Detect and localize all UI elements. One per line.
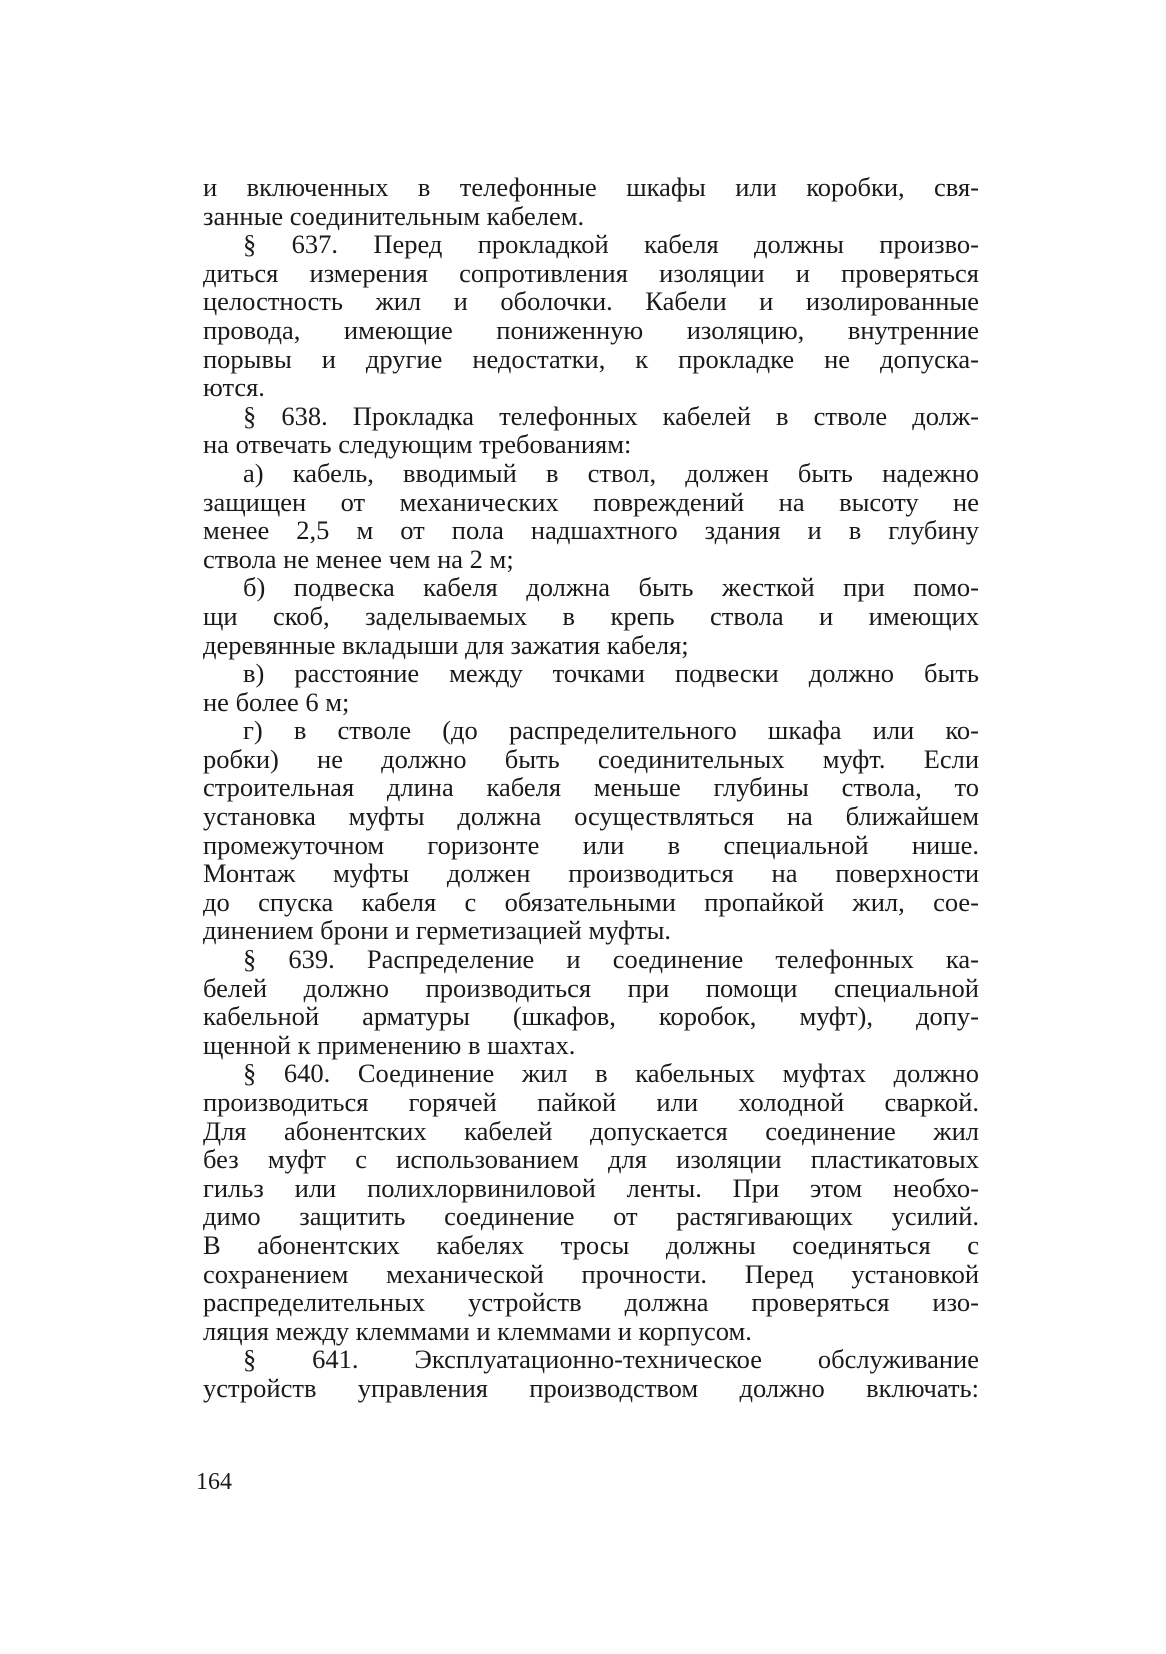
text-line: целостность жил и оболочки. Кабели и изолированные [203,286,979,317]
text-line: § 637. Перед прокладкой кабеля должны произво- [243,229,979,260]
text-line: защищен от механических повреждений на высоту не [203,486,979,517]
text-line: ствола не менее чем на 2 м; [203,543,514,574]
text-line: порывы и другие недостатки, к прокладке не допуска- [203,343,979,374]
text-line: без муфт с использованием для изоляции пластикатовых [203,1144,979,1175]
text-line: установка муфты должна осуществляться на ближайшем [203,801,979,832]
text-line: сохранением механической прочности. Перед установкой [203,1258,979,1289]
text-line: деревянные вкладыши для зажатия кабеля; [203,629,689,660]
text-line: щенной к применению в шахтах. [203,1029,576,1060]
text-line: динением брони и герметизацией муфты. [203,915,672,946]
text-line: распределительных устройств должна проверяться изо- [203,1287,979,1318]
text-line: устройств управления производством должно включать: [203,1372,979,1403]
text-line: щи скоб, заделываемых в крепь ствола и имеющих [203,600,979,631]
text-line: г) в стволе (до распределительного шкафа или ко- [243,715,979,746]
text-line: б) подвеска кабеля должна быть жесткой при помо- [243,572,979,603]
text-line: в) расстояние между точками подвески должно быть [243,658,979,689]
body-text [203,173,979,1403]
text-line: а) кабель, вводимый в ствол, должен быть надежно [243,457,979,488]
text-line: и включенных в телефонные шкафы или коробки, свя- [203,172,979,202]
text-line: Для абонентских кабелей допускается соединение жил [203,1115,979,1146]
page-number: 164 [196,1469,232,1495]
text-line: не более 6 м; [203,686,350,717]
text-line: § 640. Соединение жил в кабельных муфтах должно [243,1058,979,1089]
text-line: белей должно производиться при помощи специальной [203,972,979,1003]
text-line: занные соединительным кабелем. [203,200,585,231]
text-line: димо защитить соединение от растягивающих усилий. [203,1201,979,1232]
text-line: Монтаж муфты должен производиться на поверхности [203,858,979,889]
text-line: до спуска кабеля с обязательными пропайкой жил, сое- [203,886,979,917]
text-line: промежуточном горизонте или в специальной нише. [203,829,979,860]
text-line: § 639. Распределение и соединение телефонных ка- [243,944,979,975]
text-line: производиться горячей пайкой или холодной сваркой. [203,1087,979,1117]
text-line: гильз или полихлорвиниловой ленты. При этом необхо- [203,1172,979,1203]
text-line: провода, имеющие пониженную изоляцию, внутренние [203,314,979,345]
text-line: на отвечать следующим требованиям: [203,429,632,460]
text-line: робки) не должно быть соединительных муфт. Если [203,743,979,774]
text-line: менее 2,5 м от пола надшахтного здания и в глубину [203,515,979,546]
text-line: ются. [203,372,265,403]
text-line: В абонентских кабелях тросы должны соединяться с [203,1229,979,1260]
text-line: кабельной арматуры (шкафов, коробок, муфт), допу- [203,1001,979,1032]
text-line: § 641. Эксплуатационно-техническое обслуживание [243,1344,979,1375]
text-line: ляция между клеммами и клеммами и корпусом. [203,1315,752,1346]
text-line: диться измерения сопротивления изоляции и проверяться [203,257,979,288]
text-line: строительная длина кабеля меньше глубины ствола, то [203,772,979,803]
text-line: § 638. Прокладка телефонных кабелей в стволе долж- [243,400,979,431]
